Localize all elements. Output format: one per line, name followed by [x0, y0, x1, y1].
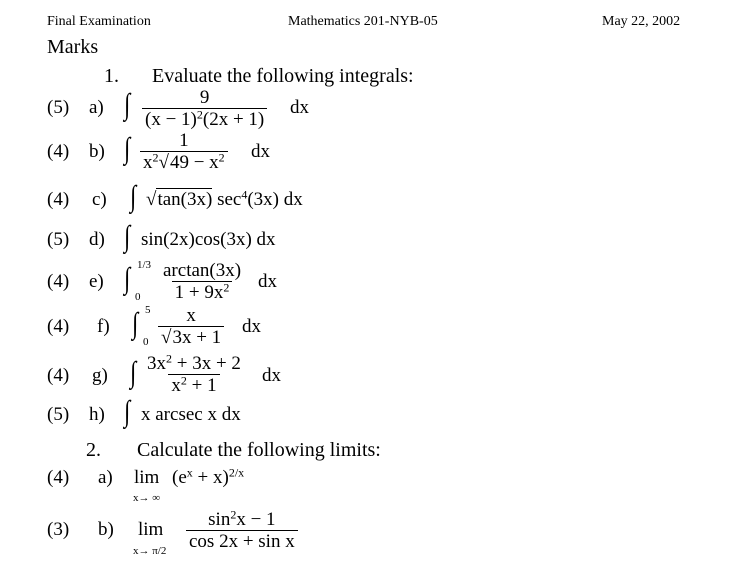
integral-sign: ∫ [124, 132, 131, 165]
exponent: 2 [218, 150, 225, 165]
expr-part: + x) [192, 467, 229, 488]
integral-sign: ∫ [130, 180, 137, 213]
numerator: 1 [179, 130, 189, 151]
sec: sec [217, 189, 242, 210]
section1-number: 1. [104, 65, 119, 87]
marks: (3) [47, 519, 70, 540]
header-center: Mathematics 201-NYB-05 [288, 14, 438, 29]
num-part: x − 1 [236, 509, 276, 530]
dx: dx [262, 365, 281, 386]
exponent: x [186, 465, 193, 480]
item-letter: a) [89, 97, 104, 118]
fraction [158, 306, 224, 349]
item-letter: b) [89, 141, 105, 162]
lower-limit: 0 [143, 336, 149, 348]
marks-label: Marks [47, 36, 99, 58]
integral-sign: ∫ [130, 356, 137, 389]
dx: dx [258, 271, 277, 292]
numerator: 9 [199, 87, 210, 108]
radicand: 49 − x [169, 151, 219, 173]
fraction [144, 351, 244, 397]
lim-subscript: x→ π/2 [133, 545, 167, 557]
exponent: 2 [230, 507, 237, 522]
item-letter: e) [89, 271, 104, 292]
marks: (4) [47, 271, 70, 292]
upper-limit: 1/3 [137, 259, 152, 271]
dx: dx [290, 97, 309, 118]
den-part: 1 + 9x [174, 281, 224, 303]
item-letter: d) [89, 229, 105, 250]
item-letter: h) [89, 404, 105, 425]
num-part: + 3x + 2 [172, 353, 241, 374]
header-left: Final Examination [47, 14, 151, 29]
section1-title: Evaluate the following integrals: [152, 65, 414, 87]
sqrt-icon: √ [158, 151, 169, 173]
num-part: 3x [147, 353, 166, 374]
tail: (3x) dx [247, 189, 303, 210]
denominator: cos 2x + sin x [186, 530, 298, 553]
exponent: 2 [166, 351, 172, 366]
expr-part: (e [172, 467, 187, 488]
radicand: tan(3x) [157, 189, 213, 210]
dx: dx [251, 141, 270, 162]
integrand: x arcsec x dx [141, 404, 241, 425]
sqrt-icon: √ [146, 189, 157, 210]
marks: (5) [47, 404, 70, 425]
section2-number: 2. [86, 439, 101, 461]
fraction [142, 88, 267, 131]
item-letter: b) [98, 519, 114, 540]
item-letter: a) [98, 467, 113, 488]
numerator: x [186, 305, 196, 326]
integral-sign: ∫ [124, 395, 131, 428]
limit-expression [172, 467, 244, 489]
dx: dx [242, 316, 261, 337]
item-letter: g) [92, 365, 108, 386]
den-part: (x − 1) [145, 108, 197, 130]
lim-label: lim [134, 467, 160, 488]
den-part: (2x + 1) [202, 108, 265, 130]
marks: (4) [47, 141, 70, 162]
integral-sign: ∫ [124, 262, 131, 295]
integrand [146, 189, 303, 211]
marks: (5) [47, 97, 70, 118]
radicand: 3x + 1 [172, 326, 222, 348]
item-letter: c) [92, 189, 107, 210]
exponent: 4 [241, 187, 248, 202]
exponent: 2 [196, 107, 203, 122]
fraction [160, 261, 244, 304]
header-right: May 22, 2002 [602, 14, 681, 29]
num-part: sin [208, 509, 231, 530]
lim-label: lim [138, 519, 164, 540]
integral-sign: ∫ [124, 220, 131, 253]
section2-title: Calculate the following limits: [137, 439, 381, 461]
marks: (5) [47, 229, 70, 250]
fraction [186, 507, 298, 553]
fraction [140, 131, 228, 174]
exponent: 2 [180, 373, 187, 388]
exponent: 2 [223, 280, 230, 295]
marks: (4) [47, 365, 70, 386]
exponent: 2 [152, 150, 159, 165]
numerator: arctan(3x) [163, 260, 242, 281]
lim-subscript: x→ ∞ [133, 492, 161, 504]
marks: (4) [47, 189, 70, 210]
marks: (4) [47, 316, 70, 337]
lower-limit: 0 [135, 291, 141, 303]
exponent: 2/x [228, 465, 245, 480]
den-part: x [171, 374, 181, 396]
integrand: sin(2x)cos(3x) dx [141, 229, 276, 250]
sqrt-icon: √ [161, 326, 172, 348]
marks: (4) [47, 467, 70, 488]
den-part: + 1 [186, 374, 217, 396]
upper-limit: 5 [145, 304, 151, 316]
integral-sign: ∫ [124, 88, 131, 121]
den-part: x [143, 151, 153, 173]
item-letter: f) [97, 316, 110, 337]
integral-sign: ∫ [132, 307, 139, 340]
